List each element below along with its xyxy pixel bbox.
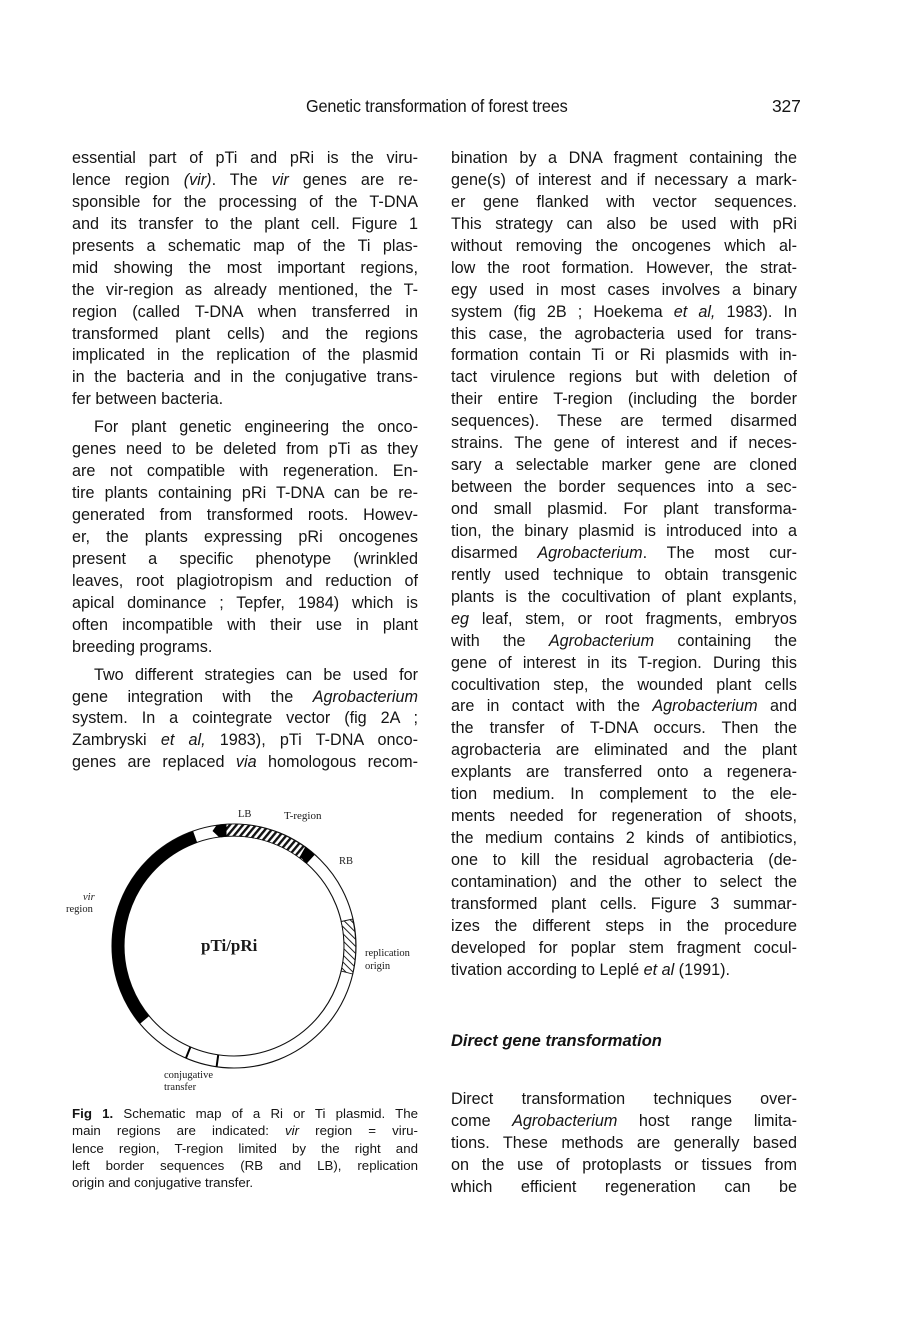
text-segment: sequences). These are termed disarmed xyxy=(451,412,797,431)
italic-text: et al, xyxy=(160,731,206,750)
text-line xyxy=(451,258,797,280)
text-segment: plants is the cocultivation of plant explants, xyxy=(451,587,797,606)
text-segment: presents a schematic map of the Ti plas- xyxy=(72,236,418,255)
text-line xyxy=(72,1122,418,1139)
text-segment: genes are replaced xyxy=(72,753,236,772)
text-line xyxy=(451,543,797,565)
text-line xyxy=(451,389,797,411)
text-segment: with the xyxy=(451,631,549,650)
text-segment: apical dominance ; Tepfer, 1984) which is xyxy=(72,593,418,612)
text-line xyxy=(451,433,797,455)
text-segment: between the border sequences into a sec- xyxy=(451,478,797,497)
text-line xyxy=(451,609,797,631)
right-column-text xyxy=(451,148,797,982)
text-segment: . The xyxy=(211,170,272,189)
label-conjugative: conjugative xyxy=(164,1070,213,1081)
text-line xyxy=(72,367,418,389)
italic-text: Agrobacterium xyxy=(537,543,643,562)
text-line xyxy=(451,872,797,894)
text-line xyxy=(72,665,418,687)
figure-1-plasmid-map xyxy=(60,800,440,1100)
text-segment: tact virulence regions but with deletion of xyxy=(451,368,797,387)
text-segment: the vir-region as already mentioned, the T- xyxy=(72,280,418,299)
text-segment: low the root formation. However, the strat- xyxy=(451,258,797,277)
text-line xyxy=(451,477,797,499)
italic-text: vir xyxy=(271,170,289,189)
text-line xyxy=(451,696,797,718)
label-rb: RB xyxy=(339,856,354,867)
text-segment: generated from transformed roots. Howev- xyxy=(72,506,418,524)
text-segment: origin and conjugative transfer. xyxy=(72,1175,254,1191)
text-segment: agrobacteria are eliminated and the plant xyxy=(451,741,797,760)
text-line xyxy=(451,587,797,609)
label-replication: replication xyxy=(365,948,410,959)
text-line xyxy=(451,367,797,389)
text-line xyxy=(72,615,418,637)
replication-origin-arc xyxy=(341,919,356,974)
text-segment: . The most cur- xyxy=(642,543,798,562)
text-line xyxy=(72,730,418,752)
text-line xyxy=(451,828,797,850)
text-line xyxy=(451,960,797,982)
text-line xyxy=(72,439,418,461)
text-line xyxy=(451,762,797,784)
text-segment: Zambryski xyxy=(72,731,161,750)
text-segment: one to kill the residual agrobacteria (de- xyxy=(451,851,797,869)
vir-region-arc xyxy=(112,831,197,1024)
text-line xyxy=(451,345,797,367)
text-segment: main regions are indicated: xyxy=(72,1123,286,1139)
text-line xyxy=(451,236,797,258)
section-heading-direct-gene-transformation: Direct gene transformation xyxy=(451,1032,662,1050)
text-segment: This strategy can also be used with pRi xyxy=(451,214,797,233)
text-segment: breeding programs. xyxy=(72,637,213,656)
label-vir: vir xyxy=(83,892,95,903)
text-segment: are not compatible with regeneration. En- xyxy=(72,462,418,481)
text-segment: explants are transferred onto a regenera- xyxy=(451,763,797,782)
text-segment: (1991). xyxy=(674,960,730,979)
italic-text: vir xyxy=(285,1123,300,1139)
text-segment: rently used technique to obtain transgenic xyxy=(451,565,797,584)
text-line xyxy=(72,483,418,505)
text-line xyxy=(72,302,418,324)
text-line xyxy=(451,1111,797,1133)
text-segment: tivation according to Leplé xyxy=(451,960,644,979)
section-body-text xyxy=(451,1089,797,1199)
text-line xyxy=(451,675,797,697)
text-segment: genes need to be deleted from pTi as they xyxy=(72,440,418,459)
text-line xyxy=(72,236,418,258)
text-line xyxy=(72,571,418,593)
text-segment: leaf, stem, or root fragments, embryos xyxy=(469,609,797,628)
text-line xyxy=(72,1157,418,1174)
italic-text: via xyxy=(235,753,257,772)
italic-text: et al xyxy=(643,960,675,979)
running-header xyxy=(0,96,913,120)
text-segment: tions. These methods are generally based xyxy=(451,1133,797,1152)
text-line xyxy=(72,752,418,774)
text-segment: genes are re- xyxy=(288,170,419,189)
italic-text: Agrobacterium xyxy=(652,697,758,716)
text-line xyxy=(72,389,418,411)
text-segment: Schematic map of a Ri or Ti plasmid. The xyxy=(113,1106,418,1121)
text-segment: present a specific phenotype (wrinkled xyxy=(72,549,418,568)
text-line xyxy=(72,417,418,439)
text-segment: gene(s) of interest and if necessary a mark- xyxy=(451,170,797,189)
text-line xyxy=(72,708,418,730)
text-line xyxy=(72,1105,418,1122)
text-segment: come xyxy=(451,1111,513,1130)
text-line xyxy=(72,345,418,367)
text-segment: 1983). In xyxy=(715,302,797,321)
text-line xyxy=(72,593,418,615)
text-line xyxy=(451,1089,797,1111)
text-segment: er, the plants expressing pRi oncogenes xyxy=(72,527,418,546)
italic-text: Agrobacterium xyxy=(548,631,655,650)
italic-text: eg xyxy=(451,609,470,628)
text-segment: often incompatible with their use in plant xyxy=(72,615,418,634)
label-vir-region: region xyxy=(66,904,93,915)
text-segment: ond small plasmid. For plant transforma- xyxy=(451,500,797,518)
text-segment: this case, the agrobacteria used for trans- xyxy=(451,324,797,343)
text-line xyxy=(451,850,797,872)
text-line xyxy=(451,302,797,324)
text-segment: system. In a cointegrate vector (fig 2A ; xyxy=(72,709,418,728)
text-segment: 1983), pTi T-DNA onco- xyxy=(205,731,418,750)
text-line xyxy=(72,549,418,571)
text-line xyxy=(451,718,797,740)
text-line xyxy=(72,214,418,236)
text-line xyxy=(451,1133,797,1155)
text-segment: cocultivation step, the wounded plant cells xyxy=(451,675,797,694)
label-transfer: transfer xyxy=(164,1082,197,1093)
text-segment: Two different strategies can be used for xyxy=(94,665,418,684)
text-line xyxy=(451,894,797,916)
text-segment: host range limita- xyxy=(617,1111,797,1130)
text-segment: in the bacteria and in the conjugative trans- xyxy=(72,368,418,387)
text-segment: leaves, root plagiotropism and reduction of xyxy=(72,571,418,590)
text-line xyxy=(451,280,797,302)
text-segment: region (called T-DNA when transferred in xyxy=(72,302,418,321)
text-segment: transformed plant cells. Figure 3 summar- xyxy=(451,894,797,913)
text-line xyxy=(451,916,797,938)
text-line xyxy=(451,631,797,653)
text-line xyxy=(72,505,418,527)
text-line xyxy=(451,214,797,236)
text-line xyxy=(451,148,797,170)
text-segment: are in contact with the xyxy=(451,697,653,716)
text-segment: For plant genetic engineering the onco- xyxy=(94,418,418,437)
text-segment: and its transfer to the plant cell. Figure 1 xyxy=(72,214,418,233)
left-border-marker xyxy=(213,824,227,837)
text-segment: ments needed for regeneration of shoots, xyxy=(451,807,797,826)
left-column-text xyxy=(72,148,418,774)
text-segment: egy used in most cases involves a binary xyxy=(451,280,797,299)
caption-label: Fig 1. xyxy=(72,1106,114,1121)
text-line xyxy=(451,1155,797,1177)
t-region-arc xyxy=(220,824,313,862)
text-segment: contamination) and the other to select the xyxy=(451,872,797,891)
text-segment: the medium contains 2 kinds of antibiotics, xyxy=(451,829,797,848)
text-segment: homologous recom- xyxy=(256,753,418,772)
text-segment: their entire T-region (including the border xyxy=(451,390,797,409)
text-line xyxy=(451,1177,797,1199)
text-segment: on the use of protoplasts or tissues from xyxy=(451,1155,797,1174)
text-segment: er gene flanked with vector sequences. xyxy=(451,192,797,211)
text-line xyxy=(451,938,797,960)
text-line xyxy=(451,170,797,192)
text-segment: bination by a DNA fragment containing the xyxy=(451,149,797,167)
text-segment: without removing the oncogenes which al- xyxy=(451,236,797,255)
text-segment: lence region xyxy=(72,170,184,189)
text-line xyxy=(72,1140,418,1157)
text-line xyxy=(72,170,418,192)
text-line xyxy=(451,324,797,346)
italic-text: Agrobacterium xyxy=(312,687,418,706)
text-segment: tion, the binary plasmid is introduced into a xyxy=(451,521,797,540)
text-segment: mid showing the most important regions, xyxy=(72,258,418,277)
text-line xyxy=(451,653,797,675)
text-line xyxy=(72,148,418,170)
text-segment: and xyxy=(757,697,797,716)
italic-text: Agrobacterium xyxy=(512,1111,618,1130)
text-segment: lence region, T-region limited by the right and xyxy=(72,1140,418,1156)
text-segment: formation contain Ti or Ri plasmids with in- xyxy=(451,346,797,365)
text-line xyxy=(72,637,418,659)
text-line xyxy=(451,806,797,828)
text-line xyxy=(451,740,797,762)
text-line xyxy=(451,521,797,543)
text-segment: essential part of pTi and pRi is the viru- xyxy=(72,149,418,167)
text-segment: transformed plant cells) and the regions xyxy=(72,324,418,343)
text-segment: izes the different steps in the procedure xyxy=(451,916,797,935)
text-line xyxy=(72,687,418,709)
text-line xyxy=(451,192,797,214)
text-line xyxy=(72,461,418,483)
text-segment: region = viru- xyxy=(299,1123,418,1139)
text-segment: tire plants containing pRi T-DNA can be re- xyxy=(72,484,418,503)
text-segment: which efficient regeneration can be xyxy=(451,1177,797,1196)
label-lb: LB xyxy=(238,809,252,820)
text-segment: containing the xyxy=(654,631,797,650)
text-line xyxy=(72,1174,418,1191)
text-line xyxy=(451,411,797,433)
text-segment: gene integration with the xyxy=(72,687,313,706)
text-segment: disarmed xyxy=(451,543,538,562)
text-line xyxy=(451,499,797,521)
label-t-region: T-region xyxy=(284,810,322,822)
text-line xyxy=(72,324,418,346)
page-number: 327 xyxy=(772,96,801,116)
plasmid-center-label: pTi/pRi xyxy=(201,936,258,955)
text-line xyxy=(451,784,797,806)
text-segment: strains. The gene of interest and if neces- xyxy=(451,434,797,453)
italic-text: et al, xyxy=(673,302,716,321)
text-segment: fer between bacteria. xyxy=(72,390,224,409)
text-line xyxy=(451,455,797,477)
text-segment: Direct transformation techniques over- xyxy=(451,1090,797,1108)
text-segment: the transfer of T-DNA occurs. Then the xyxy=(451,719,797,738)
text-segment: gene of interest in its T-region. During this xyxy=(451,653,797,672)
text-line xyxy=(72,280,418,302)
text-segment: developed for poplar stem fragment cocul- xyxy=(451,938,797,957)
figure-1-caption xyxy=(72,1105,418,1191)
text-segment: left border sequences (RB and LB), replication xyxy=(72,1157,418,1173)
text-line xyxy=(72,527,418,549)
text-line xyxy=(72,258,418,280)
label-origin: origin xyxy=(365,961,391,972)
text-segment: sary a selectable marker gene are cloned xyxy=(451,456,797,475)
text-segment: system (fig 2B ; Hoekema xyxy=(451,302,674,321)
text-segment: tion medium. In complement to the ele- xyxy=(451,785,797,804)
text-line xyxy=(451,565,797,587)
text-segment: implicated in the replication of the plasmid xyxy=(72,346,418,365)
italic-text: (vir) xyxy=(183,170,212,189)
text-segment: sponsible for the processing of the T-DNA xyxy=(72,192,418,211)
running-title: Genetic transformation of forest trees xyxy=(306,96,568,116)
text-line xyxy=(72,192,418,214)
